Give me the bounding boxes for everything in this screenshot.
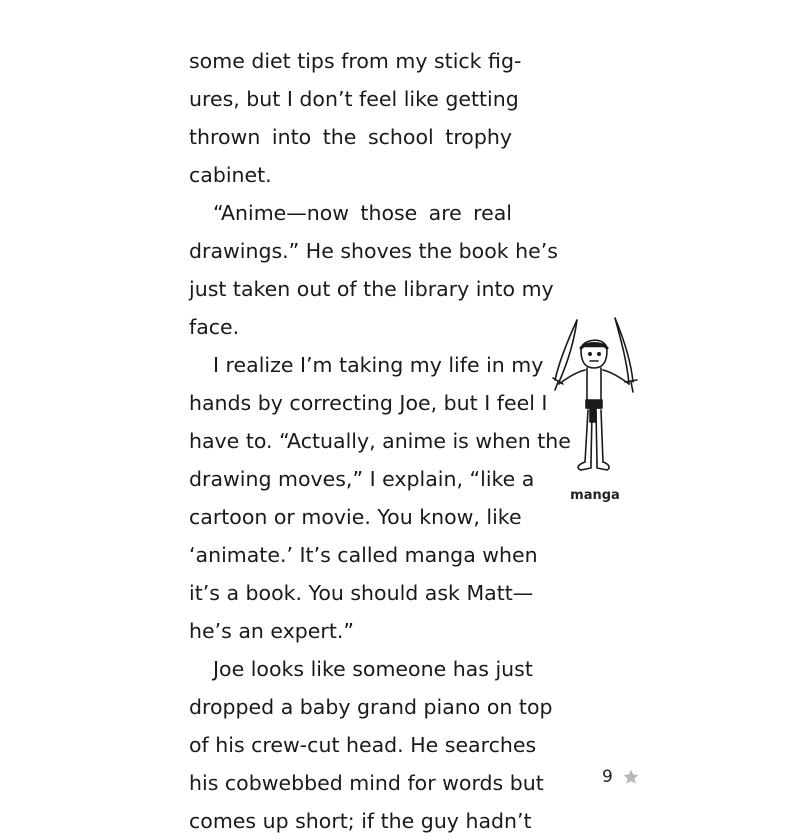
text-line: drawing moves,” I explain, “like a — [189, 467, 535, 491]
text-line: his cobwebbed mind for words but — [189, 771, 544, 795]
text-line: thrown into the school trophy — [189, 125, 512, 149]
text-line: some diet tips from my stick fig- — [189, 49, 522, 73]
text-line: face. — [189, 315, 240, 339]
body-text — [189, 42, 571, 840]
text-line: of his crew-cut head. He searches — [189, 733, 537, 757]
text-line: comes up short; if the guy hadn’t — [189, 809, 532, 833]
text-line: ures, but I don’t feel like getting — [189, 87, 519, 111]
text-line: it’s a book. You should ask Matt— — [189, 581, 534, 605]
text-line: “Anime—now those are real — [213, 201, 512, 225]
text-line: Joe looks like someone has just — [213, 657, 533, 681]
text-line: I realize I’m taking my life in my — [213, 353, 544, 377]
page-number: 9 — [602, 767, 613, 787]
text-line: ‘animate.’ It’s called manga when — [189, 543, 538, 567]
stick-figure-ninja-icon — [545, 312, 645, 482]
text-line: just taken out of the library into my — [189, 277, 554, 301]
star-icon — [622, 768, 640, 786]
figure-caption: manga — [570, 488, 620, 503]
page-folio — [602, 766, 640, 788]
text-line: drawings.” He shoves the book he’s — [189, 239, 558, 263]
text-line: he’s an expert.” — [189, 619, 355, 643]
text-line: have to. “Actually, anime is when the — [189, 429, 571, 453]
text-line: hands by correcting Joe, but I feel I — [189, 391, 548, 415]
text-line: cartoon or movie. You know, like — [189, 505, 522, 529]
text-line: cabinet. — [189, 163, 272, 187]
text-line: dropped a baby grand piano on top — [189, 695, 553, 719]
